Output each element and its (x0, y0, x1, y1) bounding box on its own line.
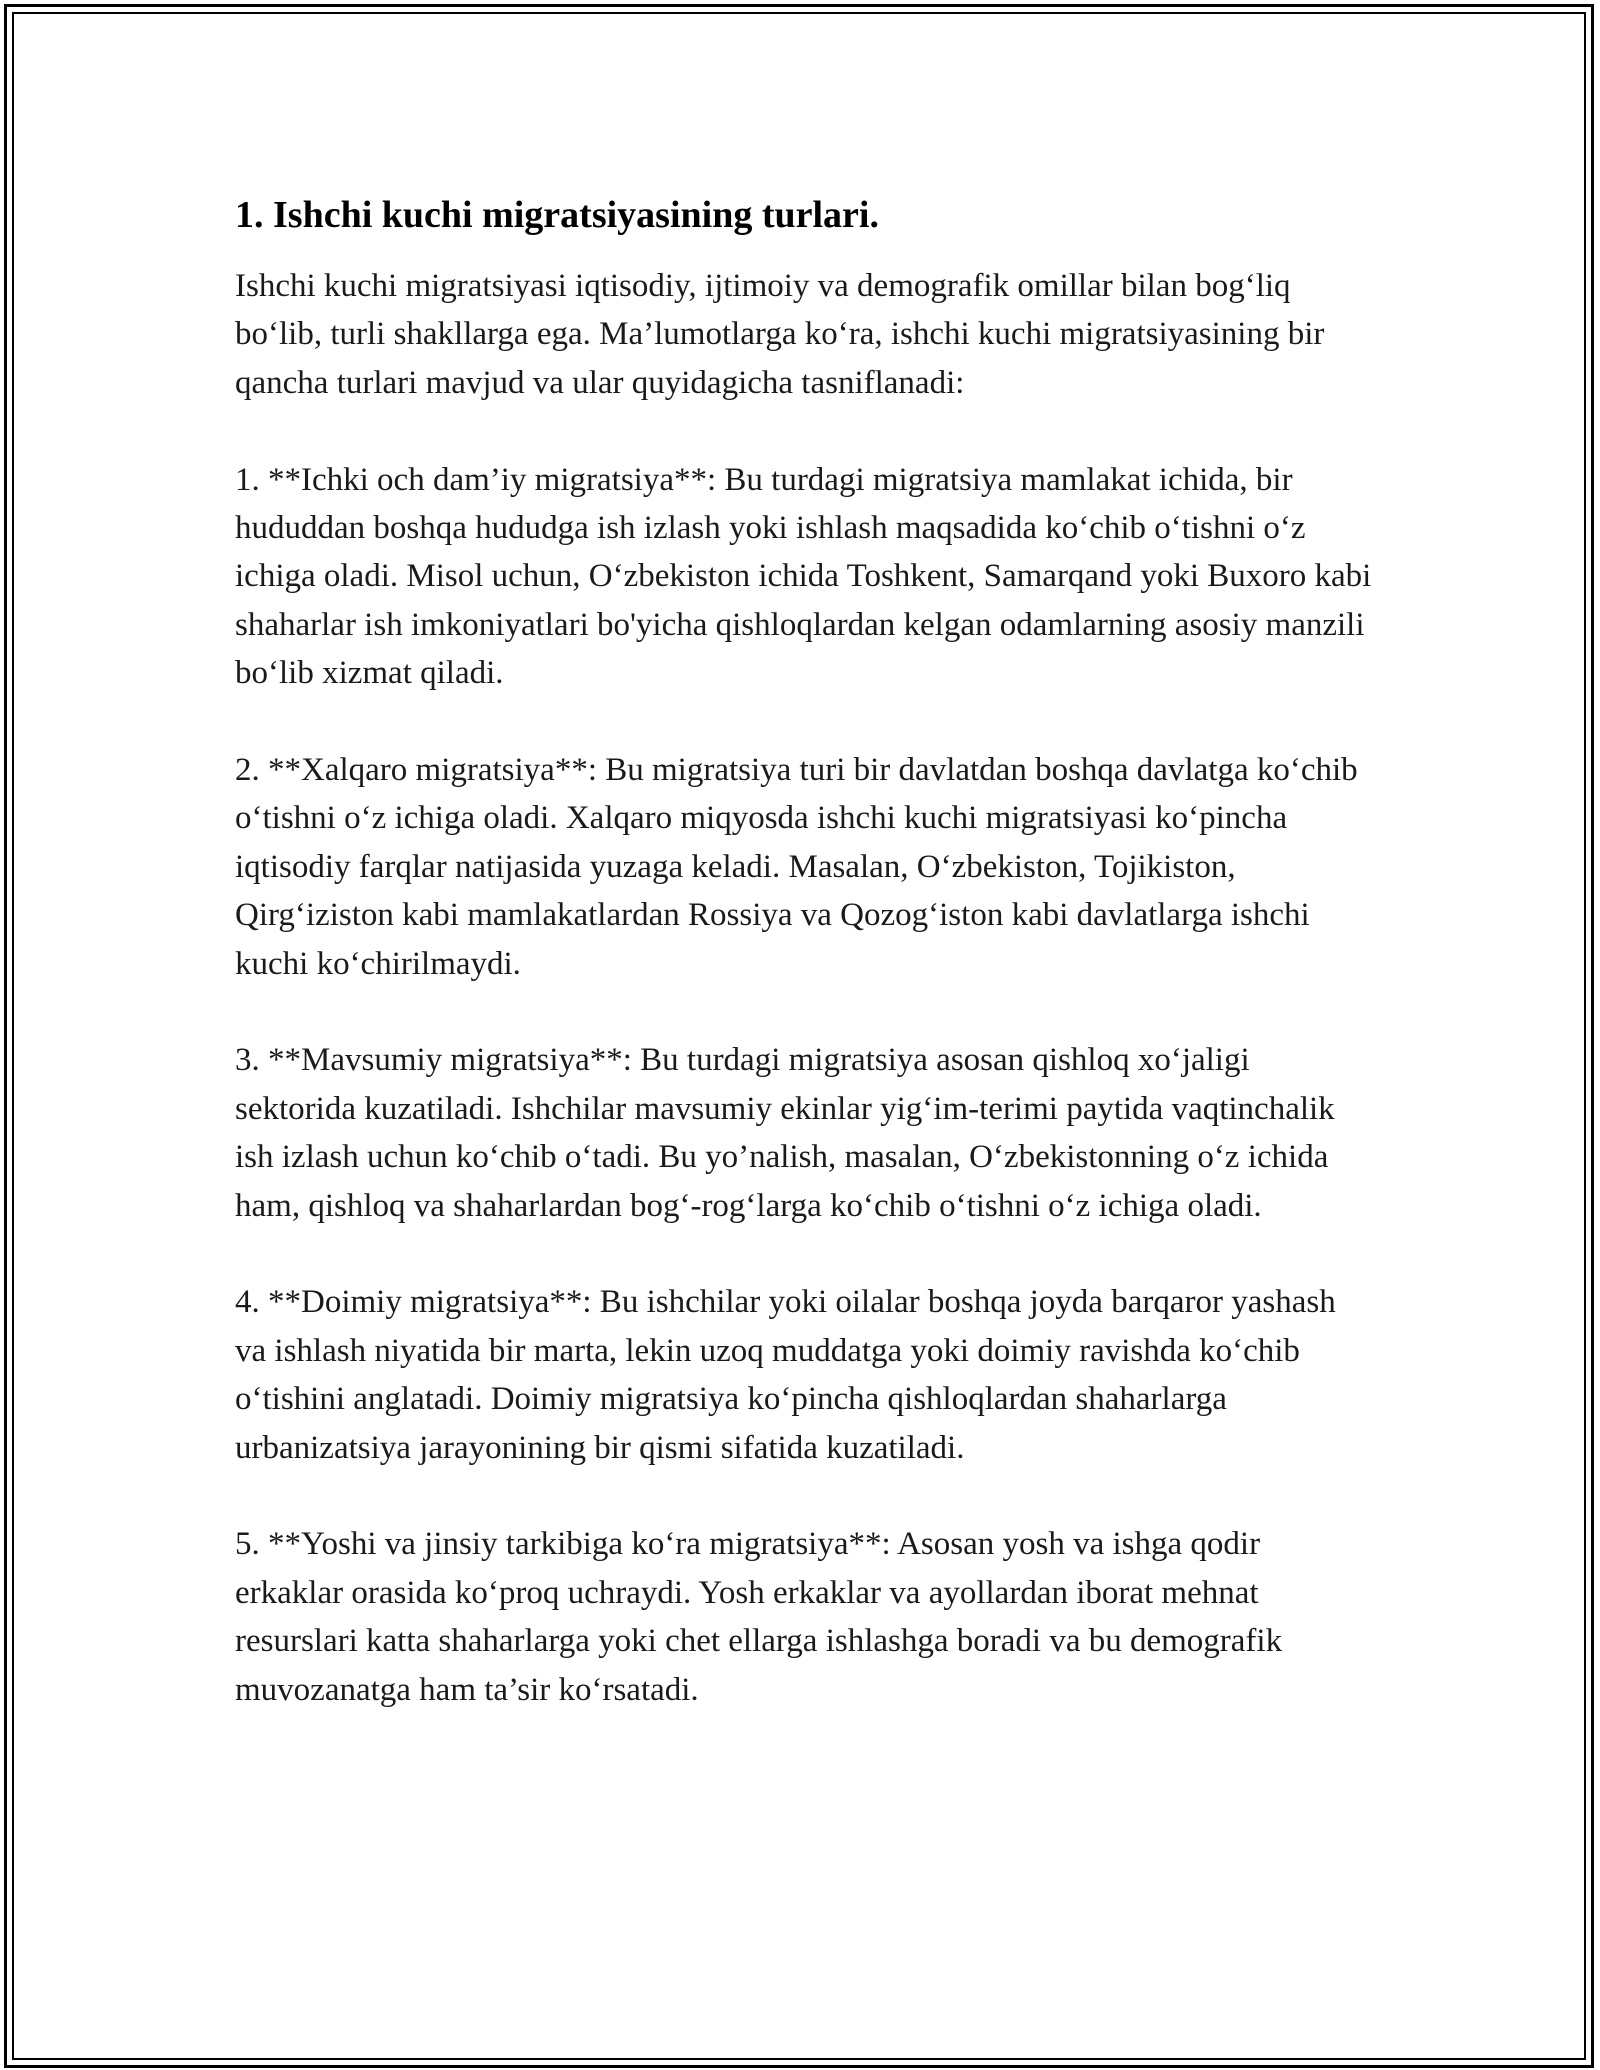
paragraph-international-migration: 2. **Xalqaro migratsiya**: Bu migratsiya turi bir davlatdan boshqa davlatga ko‘chib o‘tishni o‘z ichiga oladi. Xalqaro miqyosda ishchi kuchi migratsiyasi ko‘pincha iqtisodiy farqlar natijasida yuzaga keladi. Masalan, O‘zbekiston, Tojikiston, Qirg‘iziston kabi mamlakatlardan Rossiya va Qozog‘iston kabi davlatlarga ishchi kuchi ko‘chirilmaydi. (235, 752, 1358, 982)
paragraph-seasonal-migration: 3. **Mavsumiy migratsiya**: Bu turdagi migratsiya asosan qishloq xo‘jaligi sektorida kuzatiladi. Ishchilar mavsumiy ekinlar yig‘im-terimi paytida vaqtinchalik ish izlash uchun ko‘chib o‘tadi. Bu yo’nalish, masalan, O‘zbekistonning o‘z ichida ham, qishloq va shaharlardan bog‘-rog‘larga ko‘chib o‘tishni o‘z ichiga oladi. (235, 1042, 1335, 1224)
document-title: 1. Ishchi kuchi migratsiyasining turlari. (235, 194, 879, 236)
paragraph-internal-migration: 1. **Ichki och dam’iy migratsiya**: Bu turdagi migratsiya mamlakat ichida, bir hududdan boshqa hududga ish izlash yoki ishlash maqsadida ko‘chib o‘tishni o‘z ichiga oladi. Misol uchun, O‘zbekiston ichida Toshkent, Samarqand yoki Buxoro kabi shaharlar ish imkoniyatlari bo'yicha qishloqlardan kelgan odamlarning asosiy manzili bo‘lib xizmat qiladi. (235, 461, 1372, 692)
document-body (235, 190, 1375, 1763)
paragraph-permanent-migration: 4. **Doimiy migratsiya**: Bu ishchilar yoki oilalar boshqa joyda barqaror yashash va ishlash niyatida bir marta, lekin uzoq muddatga yoki doimiy ravishda ko‘chib o‘tishini anglatadi. Doimiy migratsiya ko‘pincha qishloqlardan shaharlarga urbanizatsiya jarayonining bir qismi sifatida kuzatiladi. (235, 1284, 1336, 1466)
paragraph-age-gender-migration: 5. **Yoshi va jinsiy tarkibiga ko‘ra migratsiya**: Asosan yosh va ishga qodir erkaklar orasida ko‘proq uchraydi. Yosh erkaklar va ayollardan iborat mehnat resurslari katta shaharlarga yoki chet ellarga ishlashga boradi va bu demografik muvozanatga ham ta’sir ko‘rsatadi. (235, 1526, 1283, 1708)
intro-paragraph: Ishchi kuchi migratsiyasi iqtisodiy, ijtimoiy va demografik omillar bilan bog‘liq bo‘lib, turli shakllarga ega. Ma’lumotlarga ko‘ra, ishchi kuchi migratsiyasining bir qancha turlari mavjud va ular quyidagicha tasniflanadi: (235, 268, 1325, 401)
